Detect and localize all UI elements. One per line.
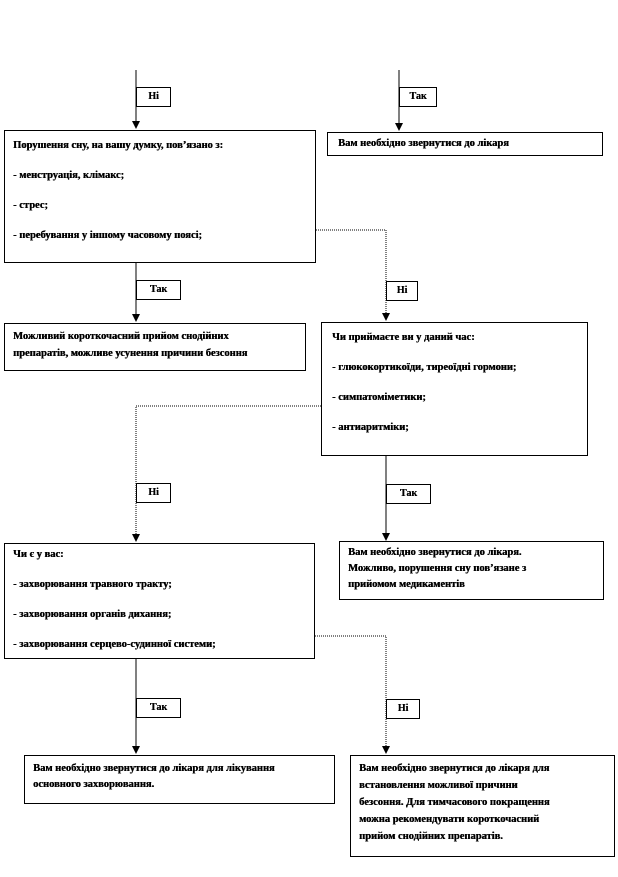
- medication-question-item: - симпатоміметики;: [332, 392, 426, 403]
- see-doctor-cause-line: прийом снодійних препаратів.: [359, 831, 503, 842]
- see-doctor-meds-line: прийомом медикаментів: [348, 579, 465, 590]
- arrow-disease-no: [315, 636, 386, 753]
- disease-question-item: - захворювання органів дихання;: [13, 609, 172, 620]
- label-yes-disease: Так: [136, 698, 181, 718]
- box-see-doctor-treatment: [24, 755, 335, 804]
- disease-question-item: - захворювання серцево-судинної системи;: [13, 639, 216, 650]
- box-short-term: [4, 323, 306, 371]
- disease-question-item: - захворювання травного тракту;: [13, 579, 172, 590]
- arrow-med-no: [136, 406, 321, 541]
- sleep-question-item: - перебування у іншому часовому поясі;: [13, 230, 202, 241]
- see-doctor-cause-line: встановлення можливої причини: [359, 780, 518, 791]
- box-sleep-question: [4, 130, 316, 263]
- label-no-top-left: Ні: [136, 87, 171, 107]
- label-yes-top-right: Так: [399, 87, 437, 107]
- medication-question-title: Чи приймаєте ви у даний час:: [332, 332, 475, 343]
- box-see-doctor-meds: [339, 541, 604, 600]
- label-no-disease: Ні: [386, 699, 420, 719]
- see-doctor-treatment-line: основного захворювання.: [33, 779, 155, 790]
- label-yes-sleep: Так: [136, 280, 181, 300]
- box-see-doctor-cause: [350, 755, 615, 857]
- label-no-med: Ні: [136, 483, 171, 503]
- short-term-line: Можливий короткочасний прийом снодійних: [13, 331, 229, 342]
- medication-question-item: - антиаритміки;: [332, 422, 409, 433]
- label-yes-med: Так: [386, 484, 431, 504]
- label-no-sleep: Ні: [386, 281, 418, 301]
- see-doctor-meds-line: Вам необхідно звернутися до лікаря.: [348, 547, 522, 558]
- see-doctor-cause-line: Вам необхідно звернутися до лікаря для: [359, 763, 550, 774]
- sleep-question-item: - менструація, клімакс;: [13, 170, 125, 181]
- short-term-line: препаратів, можливе усунення причини безсоння: [13, 348, 248, 359]
- see-doctor-meds-line: Можливо, порушення сну пов’язане з: [348, 563, 527, 574]
- see-doctor-cause-line: безсоння. Для тимчасового покращення: [359, 797, 550, 808]
- disease-question-title: Чи є у вас:: [13, 549, 64, 560]
- sleep-question-item: - стрес;: [13, 200, 48, 211]
- box-see-doctor-top: [327, 132, 603, 156]
- box-disease-question: [4, 543, 315, 659]
- medication-question-item: - глюкокортикоїди, тиреоїдні гормони;: [332, 362, 517, 373]
- box-medication-question: [321, 322, 588, 456]
- sleep-question-title: Порушення сну, на вашу думку, пов’язано з:: [13, 140, 223, 151]
- see-doctor-top-text: Вам необхідно звернутися до лікаря: [338, 138, 509, 149]
- see-doctor-cause-line: можна рекомендувати короткочасний: [359, 814, 540, 825]
- see-doctor-treatment-line: Вам необхідно звернутися до лікаря для лікування: [33, 763, 275, 774]
- arrow-sleep-no: [316, 230, 386, 320]
